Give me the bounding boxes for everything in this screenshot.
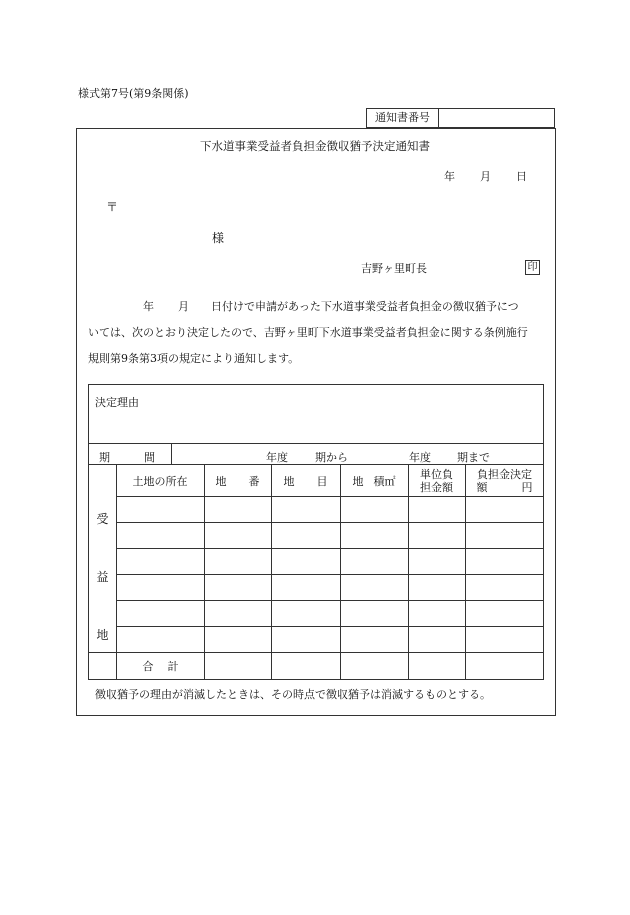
- notice-number-label: 通知書番号: [367, 109, 439, 127]
- date-year: 年: [444, 170, 455, 183]
- header-decided-charge: 負担金決定 額 円: [476, 468, 533, 494]
- side-label-1: 受: [96, 512, 109, 526]
- body-month: 月: [178, 300, 189, 313]
- notice-body: [88, 294, 544, 372]
- document-title: 下水道事業受益者負担金徴収猶予決定通知書: [200, 139, 430, 153]
- notice-number-box: [366, 108, 555, 128]
- body-line-2: いては、次のとおり決定したので、吉野ヶ里町下水道事業受益者負担金に関する条例施行: [88, 326, 528, 339]
- period-from-suffix: 期から: [315, 451, 348, 464]
- header-area: 地 積㎡: [352, 475, 396, 488]
- header-location: 土地の所在: [132, 475, 188, 488]
- total-row-label: 合 計: [142, 660, 179, 673]
- decision-reason-label: 決定理由: [95, 396, 139, 409]
- beneficiary-land-table: [88, 464, 544, 680]
- period-from-year: 年度: [266, 451, 288, 464]
- footer-note: 徴収猶予の理由が消滅したときは、その時点で徴収猶予は消滅するものとする。: [95, 688, 491, 701]
- postal-mark: 〒: [106, 200, 119, 214]
- period-to-year: 年度: [409, 451, 431, 464]
- side-label-3: 地: [96, 628, 109, 642]
- body-line-3: 規則第9条第3項の規定により通知します。: [88, 352, 300, 365]
- body-line-1: [88, 294, 544, 320]
- date-day: 日: [516, 170, 527, 183]
- header-land-category: 地 目: [283, 475, 328, 488]
- header-lot-number: 地 番: [215, 475, 260, 488]
- body-year: 年: [143, 300, 154, 313]
- period-label: 期 間: [99, 451, 155, 464]
- period-to-suffix: 期まで: [457, 451, 490, 464]
- date-month: 月: [480, 170, 491, 183]
- side-label-2: 益: [96, 570, 109, 584]
- sender-name: 吉野ヶ里町長: [361, 262, 427, 275]
- form-number: 様式第7号(第9条関係): [78, 87, 189, 100]
- body-line-1-text: 日付けで申請があった下水道事業受益者負担金の徴収猶予につ: [211, 300, 519, 313]
- recipient-suffix: 様: [212, 231, 225, 245]
- decision-reason-box: [88, 384, 544, 444]
- seal-icon: 印: [525, 260, 540, 275]
- header-unit-charge: 単位負 担金額: [420, 468, 453, 494]
- period-row: [88, 443, 544, 465]
- period-label-cell: [89, 443, 172, 464]
